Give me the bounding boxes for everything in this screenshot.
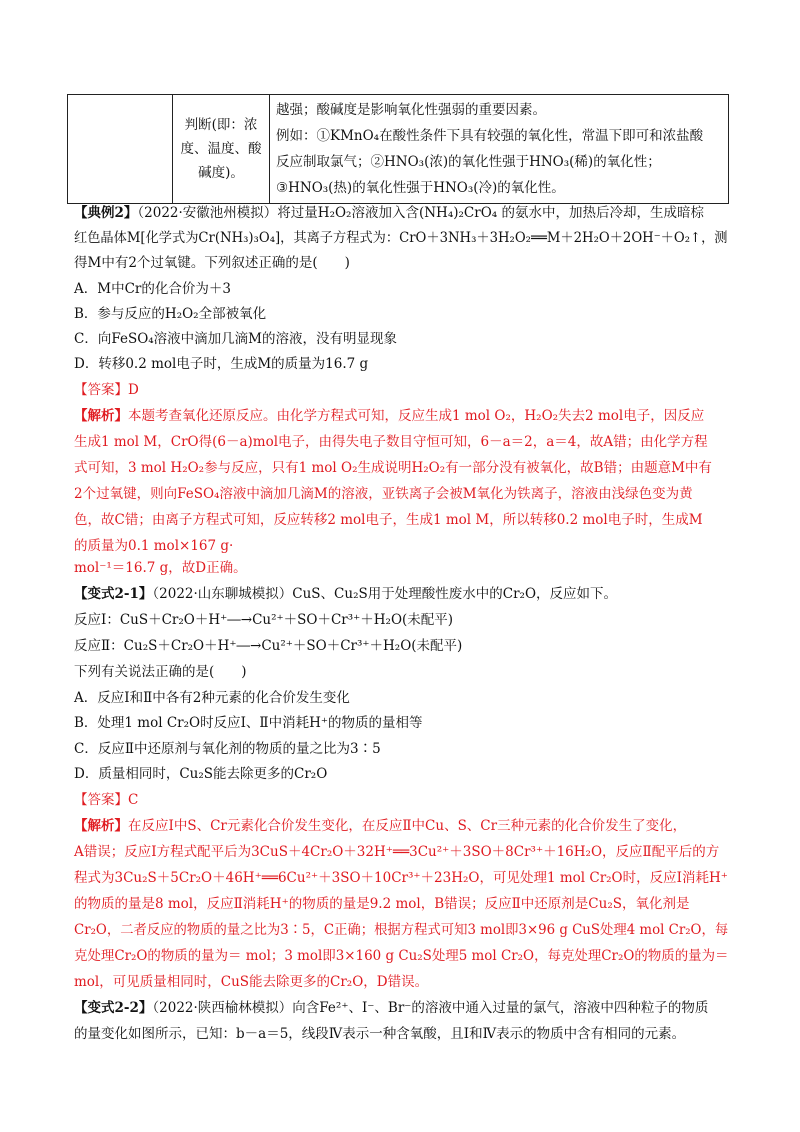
variant21-line: 【变式2-1】（2022·山东聊城模拟）CuS、Cu₂S用于处理酸性废水中的Cr₂O，反应如下。 — [74, 586, 618, 602]
table-content-cell — [270, 95, 729, 204]
variant21-line: 下列有关说法正确的是( ) — [74, 664, 247, 680]
analysis-heading: 【解析】 — [74, 408, 128, 424]
table-label-cell: 判断(即：浓度、温度、酸碱度)。 — [173, 95, 270, 204]
example2-answer: 【答案】D — [74, 382, 139, 398]
example2-analysis-line: 2个过氧键，则向FeSO₄溶液中滴加几滴M的溶液，亚铁离子会被M氧化为铁离子，溶液由浅绿色变为黄 — [74, 486, 693, 502]
variant22-line: 【变式2-2】（2022·陕西榆林模拟）向含Fe²⁺、I⁻、Br⁻的溶液中通入过量的氯气，溶液中四种粒子的物质 — [74, 1000, 709, 1016]
example2-analysis-line: 的质量为0.1 mol×167 g· — [74, 538, 234, 554]
example2-analysis-line: mol⁻¹＝16.7 g，故D正确。 — [74, 560, 247, 576]
variant21-analysis-line: 【解析】在反应Ⅰ中S、Cr元素化合价发生变化，在反应Ⅱ中Cu、S、Cr三种元素的化合价发生了变化， — [74, 818, 687, 834]
variant21-heading: 【变式2-1】 — [74, 586, 153, 602]
variant21-reaction-2: 反应Ⅱ：Cu₂S＋Cr₂O＋H⁺―→Cu²⁺＋SO＋Cr³⁺＋H₂O(未配平) — [74, 638, 463, 654]
example2-heading: 【典例2】 — [74, 205, 138, 221]
variant21-analysis-line: mol，可见质量相同时，CuS能去除更多的Cr₂O，D错误。 — [74, 974, 429, 990]
variant22-line: 的量变化如图所示，已知：b－a＝5，线段Ⅳ表示一种含氧酸，且Ⅰ和Ⅳ表示的物质中含有相同的元素。 — [74, 1026, 686, 1042]
variant21-option-c: C．反应Ⅱ中还原剂与氧化剂的物质的量之比为3∶5 — [74, 741, 381, 757]
variant21-analysis-line: 克处理Cr₂O的物质的量为＝ mol；3 mol即3×160 g Cu₂S处理5 mol Cr₂O，每克处理Cr₂O的物质的量为＝ — [74, 948, 729, 964]
variant21-analysis-line: 的物质的量是8 mol，反应Ⅱ消耗H⁺的物质的量是9.2 mol，B错误；反应Ⅱ中还原剂是Cu₂S，氧化剂是 — [74, 896, 690, 912]
example2-option-b: B．参与反应的H₂O₂全部被氧化 — [74, 306, 267, 322]
analysis-heading: 【解析】 — [74, 818, 128, 834]
example2-analysis-line: 【解析】本题考查氧化还原反应。由化学方程式可知，反应生成1 mol O₂，H₂O₂失去2 mol电子，因反应 — [74, 408, 705, 424]
example2-option-d: D．转移0.2 mol电子时，生成M的质量为16.7 g — [74, 356, 369, 372]
variant22-heading: 【变式2-2】 — [74, 1000, 153, 1016]
variant21-answer: 【答案】C — [74, 792, 139, 808]
table-line: 越强；酸碱度是影响氧化性强弱的重要因素。 — [276, 102, 546, 118]
table-line: ③HNO₃(热)的氧化性强于HNO₃(冷)的氧化性。 — [276, 180, 565, 196]
example2-option-a: A．M中Cr的化合价为＋3 — [74, 281, 231, 297]
variant21-analysis-line: A错误；反应Ⅰ方程式配平后为3CuS＋4Cr₂O＋32H⁺══3Cu²⁺＋3SO＋8Cr³⁺＋16H₂O，反应Ⅱ配平后的方 — [74, 844, 720, 860]
variant21-option-a: A．反应Ⅰ和Ⅱ中各有2种元素的化合价发生变化 — [74, 690, 350, 706]
variant21-analysis-line: Cr₂O，二者反应的物质的量之比为3∶5，C正确；根据方程式可知3 mol即3×96 g CuS处理4 mol Cr₂O，每 — [74, 922, 729, 938]
table-line: 反应制取氯气；②HNO₃(浓)的氧化性强于HNO₃(稀)的氧化性； — [276, 154, 661, 170]
example2-analysis-line: 色，故C错；由离子方程式可知，反应转移2 mol电子，生成1 mol M，所以转移0.2 mol电子时，生成M — [74, 512, 703, 528]
example2-analysis-line: 生成1 mol M，CrO得(6－a)mol电子，由得失电子数目守恒可知，6－a＝2，a＝4，故A错；由化学方程 — [74, 434, 708, 450]
table-empty-cell — [68, 95, 173, 204]
example2-analysis-line: 式可知，3 mol H₂O₂参与反应，只有1 mol O₂生成说明H₂O₂有一部分没有被氧化，故B错；由题意M中有 — [74, 460, 712, 476]
table-line: 例如：①KMnO₄在酸性条件下具有较强的氧化性，常温下即可和浓盐酸 — [276, 128, 704, 144]
variant21-reaction-1: 反应Ⅰ：CuS＋Cr₂O＋H⁺―→Cu²⁺＋SO＋Cr³⁺＋H₂O(未配平) — [74, 612, 454, 628]
example2-option-c: C．向FeSO₄溶液中滴加几滴M的溶液，没有明显现象 — [74, 331, 397, 347]
oxidation-factor-table — [67, 94, 729, 204]
example2-line: 得M中有2个过氧键。下列叙述正确的是( ) — [74, 255, 350, 271]
example2-line: 【典例2】（2022·安徽池州模拟）将过量H₂O₂溶液加入含(NH₄)₂CrO₄ 的氨水中，加热后冷却，生成暗棕 — [74, 205, 704, 221]
example2-line: 红色晶体M[化学式为Cr(NH₃)₃O₄]，其离子方程式为：CrO＋3NH₃＋3H₂O₂══M＋2H₂O＋2OH⁻＋O₂↑，测 — [74, 230, 728, 246]
variant21-option-d: D．质量相同时，Cu₂S能去除更多的Cr₂O — [74, 766, 328, 782]
variant21-analysis-line: 程式为3Cu₂S＋5Cr₂O＋46H⁺══6Cu²⁺＋3SO＋10Cr³⁺＋23H₂O，可见处理1 mol Cr₂O时，反应Ⅰ消耗H⁺ — [74, 870, 728, 886]
variant21-option-b: B．处理1 mol Cr₂O时反应Ⅰ、Ⅱ中消耗H⁺的物质的量相等 — [74, 715, 423, 731]
